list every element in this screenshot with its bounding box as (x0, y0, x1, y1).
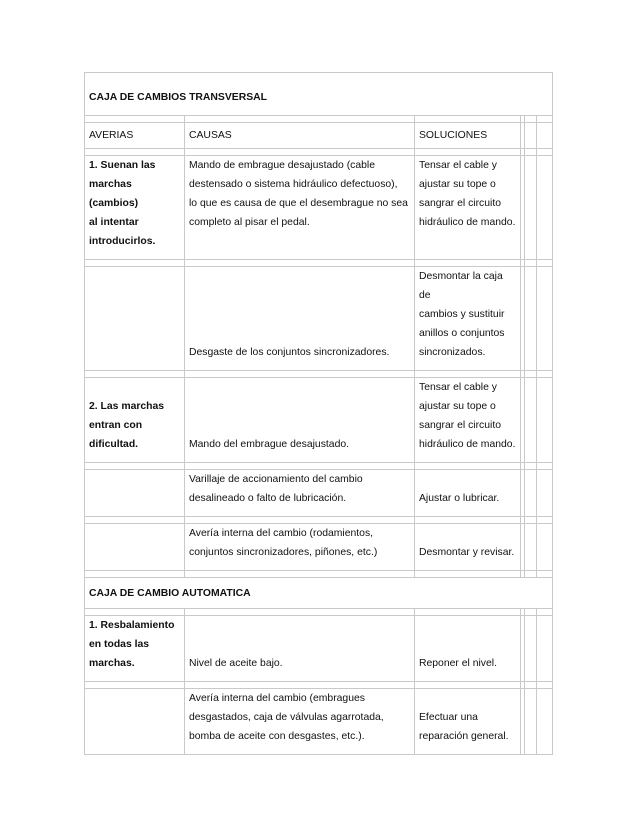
table-row (85, 267, 553, 371)
section-title-row (85, 578, 553, 609)
averia-cell (89, 508, 180, 516)
causa-cell: Avería interna del cambio (rodamientos, conjuntos sincronizadores, piñones, etc.) (189, 528, 378, 558)
document-page (84, 72, 552, 755)
section-title-row (85, 73, 553, 116)
table-row (85, 524, 553, 571)
table-row (85, 616, 553, 682)
solucion-cell: Reponer el nivel. (419, 658, 497, 669)
spacer-row (85, 517, 553, 524)
averia-cell: 1. Resbalamiento en todas las marchas. (89, 620, 175, 669)
spacer-row (85, 149, 553, 156)
causa-cell: Desgaste de los conjuntos sincronizadores. (189, 347, 390, 358)
table-row (85, 470, 553, 517)
spacer-row (85, 260, 553, 267)
header-causas: CAUSAS (185, 123, 415, 149)
spacer-row (85, 116, 553, 123)
causa-cell: Mando del embrague desajustado. (189, 439, 350, 450)
averia-cell (89, 562, 180, 570)
header-row (85, 123, 553, 149)
averia-cell: 1. Suenan las marchas (cambios) al intentar introducirlos. (89, 160, 156, 247)
table-row (85, 689, 553, 755)
table-row (85, 156, 553, 260)
table-row (85, 378, 553, 463)
causa-cell: Mando de embrague desajustado (cable destensado o sistema hidráulico defectuoso), lo que es causa de que el desembrague no sea completo al pisar el pedal. (189, 160, 408, 228)
solucion-cell: Efectuar una reparación general. (419, 712, 509, 742)
causa-cell: Varillaje de accionamiento del cambio desalineado o falto de lubricación. (189, 474, 363, 504)
averia-cell (89, 362, 180, 370)
header-averias: AVERIAS (85, 123, 185, 149)
solucion-cell: Desmontar la caja de cambios y sustituir anillos o conjuntos sincronizados. (419, 271, 505, 358)
solucion-cell: Tensar el cable y ajustar su tope o sangrar el circuito hidráulico de mando. (419, 160, 516, 228)
averia-cell (89, 746, 180, 754)
section-title: CAJA DE CAMBIOS TRANSVERSAL (85, 73, 553, 116)
averia-cell: 2. Las marchas entran con dificultad. (89, 401, 165, 450)
section-title: CAJA DE CAMBIO AUTOMATICA (85, 578, 553, 609)
solucion-cell: Ajustar o lubricar. (419, 493, 500, 504)
breakdown-table (84, 72, 553, 755)
solucion-cell: Desmontar y revisar. (419, 547, 515, 558)
causa-cell: Avería interna del cambio (embragues desgastados, caja de válvulas agarrotada, bomba de aceite con desgastes, etc.). (189, 693, 384, 742)
header-soluciones: SOLUCIONES (415, 123, 521, 149)
spacer-row (85, 463, 553, 470)
spacer-row (85, 571, 553, 578)
spacer-row (85, 371, 553, 378)
spacer-row (85, 682, 553, 689)
causa-cell: Nivel de aceite bajo. (189, 658, 283, 669)
solucion-cell: Tensar el cable y ajustar su tope o sangrar el circuito hidráulico de mando. (419, 382, 516, 450)
spacer-row (85, 609, 553, 616)
